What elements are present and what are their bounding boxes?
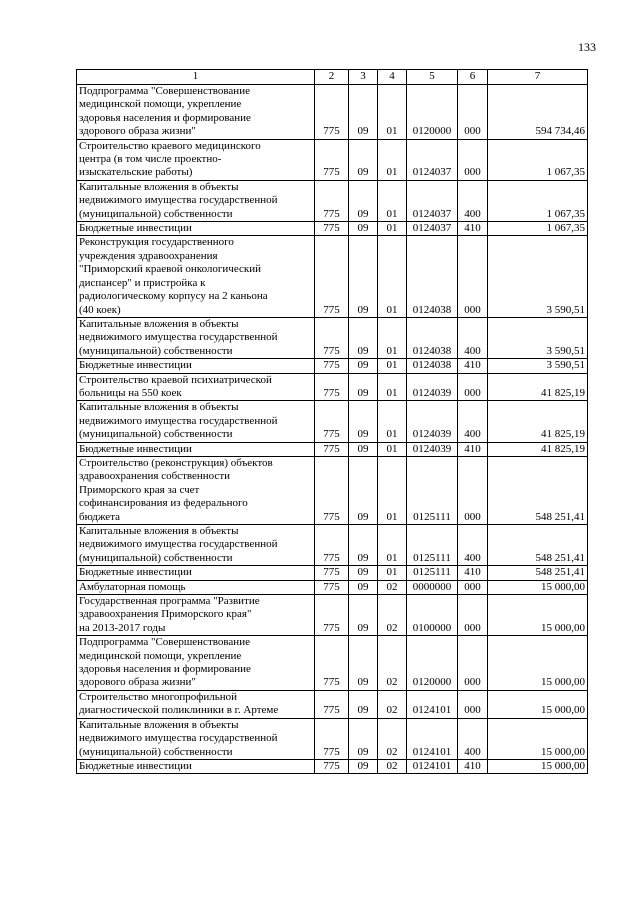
item-name: Строительство краевого медицинского центра (в том числе проектно- изыскательские работы) [77, 139, 315, 180]
code-subsection: 01 [378, 222, 407, 236]
code-expense-type: 000 [458, 690, 488, 718]
code-expense-type: 000 [458, 456, 488, 524]
code-expense-type: 400 [458, 180, 488, 221]
code-subsection: 01 [378, 456, 407, 524]
code-ministry: 775 [315, 373, 349, 401]
table-row [77, 373, 588, 401]
code-expense-type: 400 [458, 525, 488, 566]
table-row [77, 85, 588, 140]
code-target: 0125111 [407, 456, 458, 524]
code-section: 09 [349, 580, 378, 594]
code-expense-type: 410 [458, 359, 488, 373]
code-ministry: 775 [315, 580, 349, 594]
amount: 41 825,19 [488, 401, 588, 442]
table-row [77, 442, 588, 456]
table-row [77, 236, 588, 317]
budget-table [76, 69, 588, 774]
amount: 3 590,51 [488, 359, 588, 373]
item-name: Строительство краевой психиатрической больницы на 550 коек [77, 373, 315, 401]
code-section: 09 [349, 456, 378, 524]
amount: 15 000,00 [488, 718, 588, 759]
column-header: 3 [349, 70, 378, 85]
code-section: 09 [349, 759, 378, 773]
code-section: 09 [349, 359, 378, 373]
item-name: Амбулаторная помощь [77, 580, 315, 594]
item-name: Подпрограмма "Совершенствование медицинской помощи, укрепление здоровья населения и формирование здорового образа жизни" [77, 85, 315, 140]
code-ministry: 775 [315, 690, 349, 718]
code-target: 0124038 [407, 317, 458, 358]
item-name: Строительство многопрофильной диагностической поликлиники в г. Артеме [77, 690, 315, 718]
code-section: 09 [349, 690, 378, 718]
item-name: Реконструкция государственного учреждения здравоохранения "Приморский краевой онкологический диспансер" и пристройка к радиологическому корпусу на 2 каньона (40 коек) [77, 236, 315, 317]
code-ministry: 775 [315, 442, 349, 456]
code-ministry: 775 [315, 180, 349, 221]
amount: 1 067,35 [488, 180, 588, 221]
code-ministry: 775 [315, 566, 349, 580]
amount: 548 251,41 [488, 566, 588, 580]
code-subsection: 01 [378, 180, 407, 221]
table-row [77, 359, 588, 373]
code-expense-type: 000 [458, 636, 488, 691]
code-target: 0120000 [407, 85, 458, 140]
table-row [77, 690, 588, 718]
column-header: 1 [77, 70, 315, 85]
column-header: 5 [407, 70, 458, 85]
code-expense-type: 000 [458, 595, 488, 636]
code-subsection: 01 [378, 442, 407, 456]
code-subsection: 02 [378, 580, 407, 594]
code-subsection: 01 [378, 85, 407, 140]
amount: 41 825,19 [488, 373, 588, 401]
table-row [77, 636, 588, 691]
table-body [77, 85, 588, 774]
code-subsection: 01 [378, 373, 407, 401]
amount: 15 000,00 [488, 595, 588, 636]
code-target: 0125111 [407, 566, 458, 580]
code-subsection: 02 [378, 759, 407, 773]
amount: 15 000,00 [488, 759, 588, 773]
item-name: Государственная программа "Развитие здравоохранения Приморского края" на 2013-2017 годы [77, 595, 315, 636]
code-expense-type: 000 [458, 85, 488, 140]
code-expense-type: 410 [458, 222, 488, 236]
item-name: Бюджетные инвестиции [77, 759, 315, 773]
table-row [77, 180, 588, 221]
code-subsection: 01 [378, 401, 407, 442]
code-expense-type: 000 [458, 139, 488, 180]
amount: 15 000,00 [488, 636, 588, 691]
code-expense-type: 410 [458, 759, 488, 773]
column-header: 6 [458, 70, 488, 85]
table-row [77, 222, 588, 236]
item-name: Капитальные вложения в объекты недвижимого имущества государственной (муниципальной) собственности [77, 317, 315, 358]
code-section: 09 [349, 180, 378, 221]
code-target: 0124037 [407, 222, 458, 236]
code-subsection: 02 [378, 718, 407, 759]
code-ministry: 775 [315, 525, 349, 566]
code-subsection: 02 [378, 690, 407, 718]
code-section: 09 [349, 525, 378, 566]
column-header: 7 [488, 70, 588, 85]
table-row [77, 317, 588, 358]
code-expense-type: 410 [458, 442, 488, 456]
table-row [77, 759, 588, 773]
code-section: 09 [349, 566, 378, 580]
amount: 548 251,41 [488, 456, 588, 524]
amount: 41 825,19 [488, 442, 588, 456]
code-target: 0000000 [407, 580, 458, 594]
code-subsection: 01 [378, 236, 407, 317]
amount: 1 067,35 [488, 139, 588, 180]
code-subsection: 01 [378, 359, 407, 373]
code-ministry: 775 [315, 359, 349, 373]
code-ministry: 775 [315, 595, 349, 636]
code-subsection: 01 [378, 317, 407, 358]
code-section: 09 [349, 595, 378, 636]
code-expense-type: 410 [458, 566, 488, 580]
table-row [77, 401, 588, 442]
code-target: 0124039 [407, 442, 458, 456]
code-expense-type: 000 [458, 373, 488, 401]
table-row [77, 718, 588, 759]
code-expense-type: 400 [458, 718, 488, 759]
code-target: 0100000 [407, 595, 458, 636]
code-target: 0124101 [407, 718, 458, 759]
code-section: 09 [349, 401, 378, 442]
code-ministry: 775 [315, 222, 349, 236]
item-name: Бюджетные инвестиции [77, 359, 315, 373]
amount: 15 000,00 [488, 580, 588, 594]
code-ministry: 775 [315, 636, 349, 691]
code-ministry: 775 [315, 401, 349, 442]
table-row [77, 139, 588, 180]
code-ministry: 775 [315, 236, 349, 317]
code-section: 09 [349, 442, 378, 456]
item-name: Бюджетные инвестиции [77, 442, 315, 456]
code-ministry: 775 [315, 456, 349, 524]
item-name: Бюджетные инвестиции [77, 222, 315, 236]
item-name: Строительство (реконструкция) объектов здравоохранения собственности Приморского края за счет софинансирования из федерального бюджета [77, 456, 315, 524]
table-row [77, 456, 588, 524]
amount: 3 590,51 [488, 317, 588, 358]
code-section: 09 [349, 85, 378, 140]
code-target: 0124039 [407, 373, 458, 401]
amount: 15 000,00 [488, 690, 588, 718]
code-ministry: 775 [315, 317, 349, 358]
code-section: 09 [349, 236, 378, 317]
code-target: 0124101 [407, 759, 458, 773]
item-name: Бюджетные инвестиции [77, 566, 315, 580]
code-section: 09 [349, 373, 378, 401]
table-row [77, 525, 588, 566]
item-name: Капитальные вложения в объекты недвижимого имущества государственной (муниципальной) собственности [77, 180, 315, 221]
item-name: Капитальные вложения в объекты недвижимого имущества государственной (муниципальной) собственности [77, 401, 315, 442]
code-target: 0124038 [407, 359, 458, 373]
code-section: 09 [349, 718, 378, 759]
amount: 3 590,51 [488, 236, 588, 317]
code-expense-type: 400 [458, 401, 488, 442]
code-target: 0124039 [407, 401, 458, 442]
code-section: 09 [349, 139, 378, 180]
code-ministry: 775 [315, 718, 349, 759]
code-ministry: 775 [315, 85, 349, 140]
item-name: Подпрограмма "Совершенствование медицинской помощи, укрепление здоровья населения и формирование здорового образа жизни" [77, 636, 315, 691]
code-subsection: 01 [378, 566, 407, 580]
code-subsection: 01 [378, 139, 407, 180]
code-target: 0125111 [407, 525, 458, 566]
code-subsection: 01 [378, 525, 407, 566]
code-ministry: 775 [315, 139, 349, 180]
code-section: 09 [349, 636, 378, 691]
code-ministry: 775 [315, 759, 349, 773]
code-target: 0124101 [407, 690, 458, 718]
amount: 1 067,35 [488, 222, 588, 236]
table-row [77, 580, 588, 594]
code-subsection: 02 [378, 595, 407, 636]
amount: 594 734,46 [488, 85, 588, 140]
table-row [77, 595, 588, 636]
column-header: 2 [315, 70, 349, 85]
code-expense-type: 400 [458, 317, 488, 358]
header-row [77, 70, 588, 85]
column-header: 4 [378, 70, 407, 85]
code-section: 09 [349, 317, 378, 358]
item-name: Капитальные вложения в объекты недвижимого имущества государственной (муниципальной) собственности [77, 718, 315, 759]
code-expense-type: 000 [458, 236, 488, 317]
code-subsection: 02 [378, 636, 407, 691]
code-section: 09 [349, 222, 378, 236]
code-target: 0124037 [407, 139, 458, 180]
code-target: 0124038 [407, 236, 458, 317]
page-number: 133 [578, 40, 596, 54]
item-name: Капитальные вложения в объекты недвижимого имущества государственной (муниципальной) собственности [77, 525, 315, 566]
code-target: 0124037 [407, 180, 458, 221]
table-row [77, 566, 588, 580]
code-target: 0120000 [407, 636, 458, 691]
code-expense-type: 000 [458, 580, 488, 594]
amount: 548 251,41 [488, 525, 588, 566]
